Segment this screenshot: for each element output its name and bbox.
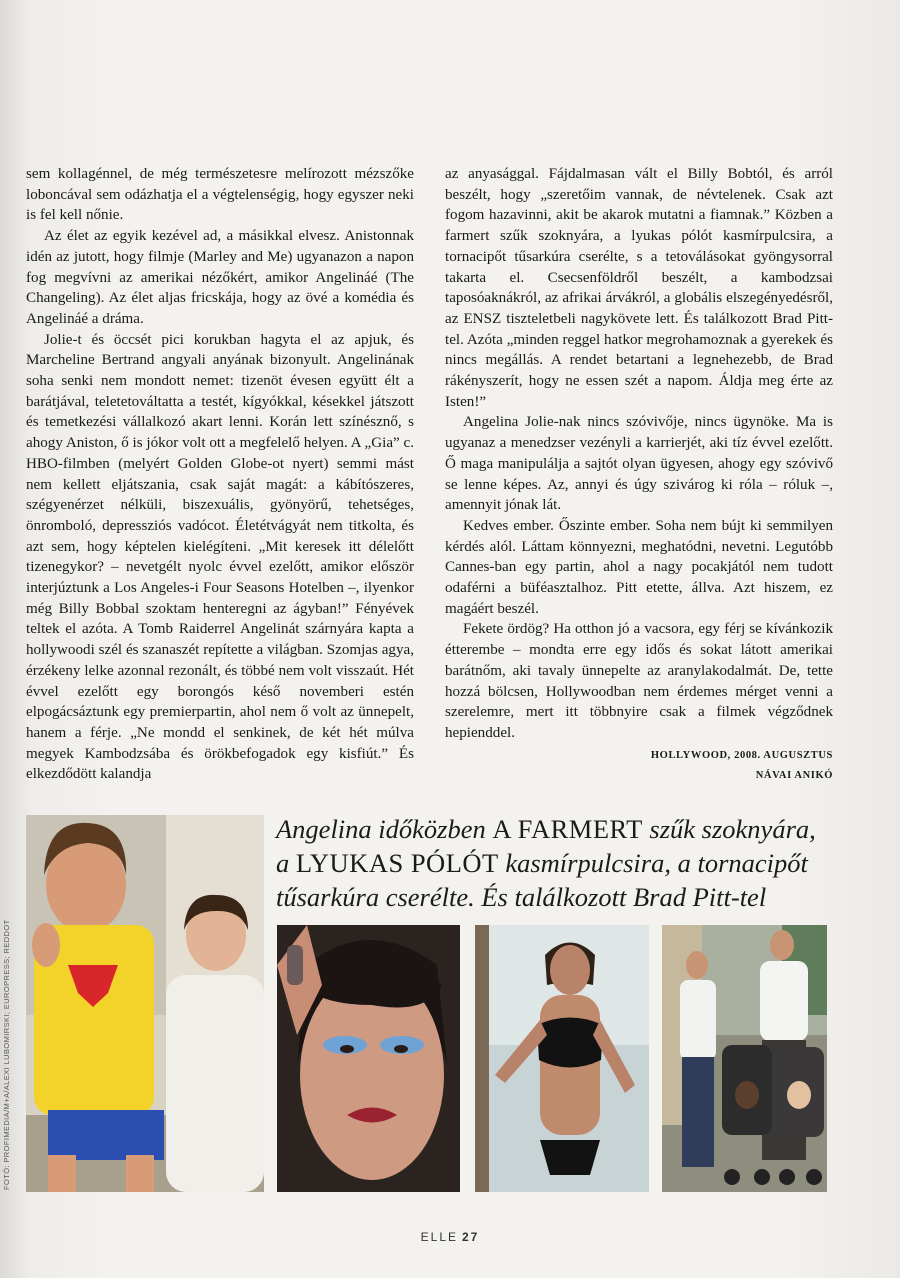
family-photo — [662, 925, 827, 1192]
article-left-column — [26, 164, 414, 785]
paragraph: Az élet az egyik kezével ad, a másikkal elvesz. Anistonnak idén az jutott, hogy filmje (Marley and Me) ugyanazon a napon fog megvívni az amerikai nézőkért, amikor Angelináé (The Changeling). Az élet aljas fricskája, hogy az övé a komédia és Angelináé a dráma. — [26, 228, 414, 327]
page-number: 27 — [462, 1230, 480, 1244]
tomb-raider-photo-illustration — [475, 925, 649, 1192]
dateline: HOLLYWOOD, 2008. AUGUSZTUS — [650, 749, 833, 761]
author-byline: NÁVAI ANIKÓ — [755, 769, 833, 781]
pull-quote: Angelina időközben A FARMERT szűk szoknyára, a LYUKAS PÓLÓT kasmírpulcsira, a tornacipőt tűsarkúra cserélte. És találkozott Brad Pitt-tel — [276, 814, 816, 912]
photo-credit: FOTÓ: PROFIMEDIA/M+A/ALEXI LUBOMIRSKI; EUROPRESS; REDDOT — [2, 919, 11, 1190]
paragraph: az anyasággal. Fájdalmasan vált el Billy Bobtól, és arról beszélt, hogy „szeretőim vannak, de névtelenek. Csak azt fogom hazavinni, akit be akarok mutatni a fiamnak.” Közben a farmert szűk szoknyára, a lyukas pólót kasmírpulcsira, a tornacipőt tűsarkúra cserélte, s a tetoválásokat gyöngysorral takarta el. Csecsenföldről beszélt, a kambodzsai taposóaknákról, az afrikai árvákról, a globális elszegényedésről, az ENSZ tiszteletbeli nagykövete lett. És találkozott Brad Pitt-tel. Azóta „minden reggel hatkor megrohamoznak a gyerekek és nincs megállás. A rendet betartani a legnehezebb, de Brad rákényszerít, hogy ne essen szét a napom. Áldja meg érte az Isten!” — [445, 166, 833, 410]
portrait-photo — [277, 925, 460, 1192]
portrait-photo-illustration — [277, 925, 460, 1192]
paragraph: sem kollagénnel, de még természetesre melírozott mézszőke loboncával sem odázhatja el a végtelenségig, hogy egyszer neki is fel kell nőnie. — [26, 166, 414, 224]
tomb-raider-photo — [475, 925, 649, 1192]
paragraph: Kedves ember. Őszinte ember. Soha nem bújt ki semmilyen kérdés alól. Láttam könnyezni, meghatódni, nevetni. Legutóbb Cannes-ban egy partin, ahol a nagy pocakjától nem tudott odaférni a büféasztalhoz. Pitt etette, állva. Azt hiszem, ez magáért beszél. — [445, 517, 833, 617]
paragraph: Jolie-t és öccsét pici korukban hagyta el az apjuk, és Marcheline Bertrand angyali anyának bizonyult. Angelinának soha senki nem mondott nemet: tizenöt évesen együtt élt a barátjával, teletetováltatta a testét, kígyókkal, késekkel játszott és temetkezési vállalkozó akart lenni. Korán lett színésznő, s ahogy Aniston, ő is jókor volt ott a megfelelő helyen. A „Gia” c. HBO-filmben (melyért Golden Globe-ot nyert) semmi mást nem kellett eljátszania, csak saját magát: a kábítószeres, szégyenérzet nélküli, biszexuális, gyönyörű, tehetséges, önromboló, depressziós vadócot. Életétvágyát nem titkolta, és azt sem, hogy képtelen kielégíteni. „Mit keresek itt délelőtt tizenegykor? – nevetgélt nyolc évvel ezelőtt, amikor először interjúztunk a Los Angeles-i Four Seasons Hotelben –, ilyenkor még Billy Bobbal szoktam henteregni az ágyban!” Fényévek teltek el azóta. A Tomb Raiderrel Angelinát szárnyára kapta a hollywoodi szél és szanaszét repítette a világban. Szomjas agya, érzékeny lelke azonnal rezonált, és többé nem volt visszaút. Hét évvel ezelőtt egy borongós késő novemberi estén elpogácsáztunk egy premierpartin, ahol nem ő volt az ünnepelt, hanem a férje. „Ne mondd el senkinek, de két hét múlva megyek Kambodzsába és örökbefogadok egy kisfiút.” És elkezdődött kalandja — [26, 331, 414, 783]
paragraph: Angelina Jolie-nak nincs szóvivője, nincs ügynöke. Ma is ugyanaz a menedzser vezényli a karrierjét, aki tíz évvel ezelőtt. Ő maga manipulálja a sajtót olyan ügyesen, ahogy egy szóvivő se lenne képes. Az, annyi és úgy szivárog ki róla – róluk –, amennyit jónak lát. — [445, 414, 833, 514]
childhood-photo-illustration — [26, 815, 264, 1192]
childhood-photo — [26, 815, 264, 1192]
article-right-column — [445, 164, 833, 786]
page-footer — [0, 1230, 900, 1244]
family-photo-illustration — [662, 925, 827, 1192]
magazine-name: ELLE — [420, 1230, 458, 1244]
paragraph: Fekete ördög? Ha otthon jó a vacsora, egy férj se kívánkozik étterembe – mondta erre egy idős és sokat látott amerikai barátnőm, aki tavaly ünnepelte az aranylakodalmát. De, tette hozzá bölcsen, Hollywoodban nem érdemes mérget venni a szerelemre, mert itt többnyire csak a filmek végződnek hepienddel. — [445, 621, 833, 741]
